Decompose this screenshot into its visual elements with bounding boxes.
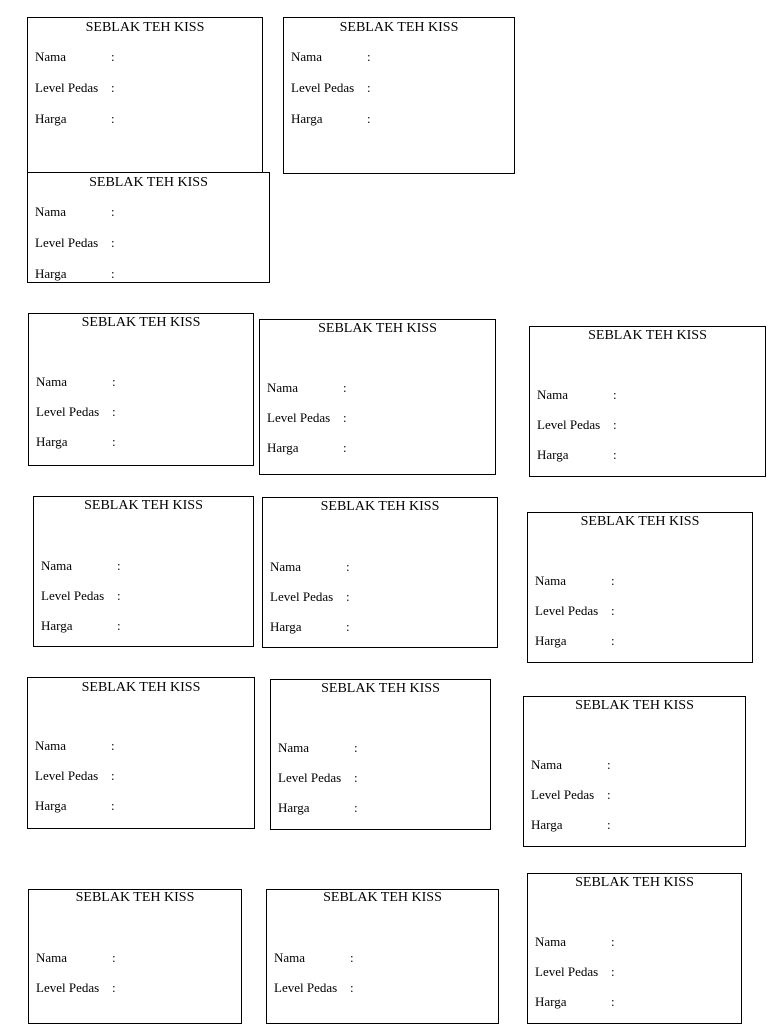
field-nama-label: Nama [535, 934, 567, 949]
label-card [259, 319, 496, 475]
colon-separator: : [111, 49, 115, 64]
field-nama-row [291, 49, 371, 64]
field-harga-row [291, 111, 371, 126]
field-level-pedas-row [36, 980, 116, 995]
colon-separator: : [350, 980, 354, 995]
field-harga-row [36, 434, 116, 449]
field-nama-row [531, 757, 611, 772]
colon-separator: : [354, 770, 358, 785]
field-level-pedas-label: Level Pedas [36, 404, 100, 419]
field-harga-label: Harga [535, 994, 567, 1009]
field-nama-label: Nama [274, 950, 306, 965]
card-title: SEBLAK TEH KISS [320, 499, 440, 514]
label-card [28, 313, 254, 466]
field-level-pedas-label: Level Pedas [41, 588, 105, 603]
colon-separator: : [611, 633, 615, 648]
colon-separator: : [611, 573, 615, 588]
field-harga-label: Harga [278, 800, 310, 815]
field-level-pedas-label: Level Pedas [35, 235, 99, 250]
colon-separator: : [367, 49, 371, 64]
field-level-pedas-row [531, 787, 611, 802]
card-title: SEBLAK TEH KISS [575, 698, 694, 713]
colon-separator: : [346, 619, 350, 634]
label-card [262, 497, 498, 648]
colon-separator: : [611, 934, 615, 949]
field-nama-row [41, 558, 121, 573]
label-card [27, 172, 270, 283]
field-level-pedas-label: Level Pedas [278, 770, 342, 785]
field-nama-row [35, 738, 115, 753]
field-nama-row [35, 204, 115, 219]
field-level-pedas-row [35, 235, 115, 250]
field-nama-row [537, 387, 617, 402]
field-level-pedas-label: Level Pedas [267, 410, 331, 425]
field-level-pedas-label: Level Pedas [291, 80, 355, 95]
field-nama-label: Nama [267, 380, 299, 395]
field-harga-row [270, 619, 350, 634]
label-card [27, 17, 263, 174]
field-level-pedas-label: Level Pedas [535, 603, 599, 618]
field-level-pedas-label: Level Pedas [531, 787, 595, 802]
field-level-pedas-label: Level Pedas [35, 80, 99, 95]
field-nama-row [535, 934, 615, 949]
field-level-pedas-row [274, 980, 354, 995]
colon-separator: : [607, 817, 611, 832]
colon-separator: : [607, 757, 611, 772]
card-title: SEBLAK TEH KISS [580, 514, 700, 529]
label-card [27, 677, 255, 829]
field-nama-label: Nama [41, 558, 73, 573]
colon-separator: : [112, 980, 116, 995]
colon-separator: : [111, 235, 115, 250]
field-level-pedas-row [537, 417, 617, 432]
card-title: SEBLAK TEH KISS [85, 20, 205, 35]
field-nama-label: Nama [36, 374, 68, 389]
field-nama-label: Nama [535, 573, 567, 588]
field-level-pedas-label: Level Pedas [36, 980, 100, 995]
colon-separator: : [111, 80, 115, 95]
card-title: SEBLAK TEH KISS [89, 175, 208, 190]
colon-separator: : [367, 80, 371, 95]
colon-separator: : [112, 950, 116, 965]
colon-separator: : [611, 994, 615, 1009]
card-title: SEBLAK TEH KISS [588, 328, 707, 343]
field-level-pedas-row [36, 404, 116, 419]
card-title: SEBLAK TEH KISS [318, 321, 437, 336]
field-level-pedas-label: Level Pedas [35, 768, 99, 783]
field-nama-label: Nama [35, 738, 67, 753]
field-nama-label: Nama [291, 49, 323, 64]
colon-separator: : [611, 964, 615, 979]
colon-separator: : [613, 387, 617, 402]
field-nama-row [535, 573, 615, 588]
colon-separator: : [350, 950, 354, 965]
colon-separator: : [111, 266, 115, 281]
field-harga-row [535, 633, 615, 648]
colon-separator: : [613, 447, 617, 462]
field-nama-row [267, 380, 347, 395]
field-level-pedas-row [278, 770, 358, 785]
colon-separator: : [117, 588, 121, 603]
field-harga-label: Harga [35, 798, 67, 813]
field-nama-label: Nama [36, 950, 68, 965]
colon-separator: : [354, 800, 358, 815]
field-harga-row [35, 798, 115, 813]
colon-separator: : [611, 603, 615, 618]
card-title: SEBLAK TEH KISS [321, 681, 440, 696]
field-harga-label: Harga [35, 111, 67, 126]
field-level-pedas-row [35, 768, 115, 783]
field-harga-row [267, 440, 347, 455]
colon-separator: : [111, 204, 115, 219]
colon-separator: : [111, 111, 115, 126]
colon-separator: : [613, 417, 617, 432]
card-title: SEBLAK TEH KISS [81, 680, 201, 695]
field-harga-label: Harga [535, 633, 567, 648]
card-title: SEBLAK TEH KISS [575, 875, 694, 890]
field-level-pedas-label: Level Pedas [537, 417, 601, 432]
field-nama-label: Nama [537, 387, 569, 402]
field-level-pedas-label: Level Pedas [270, 589, 334, 604]
field-harga-label: Harga [35, 266, 67, 281]
field-level-pedas-row [270, 589, 350, 604]
label-card [266, 889, 499, 1024]
card-title: SEBLAK TEH KISS [323, 890, 442, 905]
label-card [283, 17, 515, 174]
colon-separator: : [117, 558, 121, 573]
colon-separator: : [346, 589, 350, 604]
label-card [28, 889, 242, 1024]
label-card [527, 512, 753, 663]
colon-separator: : [343, 440, 347, 455]
field-level-pedas-label: Level Pedas [274, 980, 338, 995]
field-harga-row [35, 266, 115, 281]
field-level-pedas-row [267, 410, 347, 425]
field-harga-row [41, 618, 121, 633]
card-title: SEBLAK TEH KISS [75, 890, 195, 905]
colon-separator: : [111, 738, 115, 753]
label-card [523, 696, 746, 847]
field-harga-label: Harga [291, 111, 323, 126]
colon-separator: : [343, 380, 347, 395]
field-nama-row [36, 374, 116, 389]
field-harga-row [531, 817, 611, 832]
colon-separator: : [346, 559, 350, 574]
card-title: SEBLAK TEH KISS [84, 498, 203, 513]
colon-separator: : [354, 740, 358, 755]
card-title: SEBLAK TEH KISS [81, 315, 201, 330]
field-level-pedas-row [35, 80, 115, 95]
colon-separator: : [117, 618, 121, 633]
colon-separator: : [343, 410, 347, 425]
field-nama-label: Nama [278, 740, 310, 755]
field-harga-label: Harga [531, 817, 563, 832]
field-harga-row [537, 447, 617, 462]
colon-separator: : [111, 768, 115, 783]
field-nama-row [274, 950, 354, 965]
field-nama-label: Nama [35, 49, 67, 64]
field-level-pedas-row [535, 603, 615, 618]
field-nama-label: Nama [531, 757, 563, 772]
field-nama-label: Nama [35, 204, 67, 219]
colon-separator: : [607, 787, 611, 802]
field-harga-label: Harga [41, 618, 73, 633]
label-card [527, 873, 742, 1024]
label-card [270, 679, 491, 830]
field-harga-label: Harga [36, 434, 68, 449]
colon-separator: : [111, 798, 115, 813]
field-harga-row [35, 111, 115, 126]
field-harga-label: Harga [537, 447, 569, 462]
field-harga-label: Harga [270, 619, 302, 634]
field-nama-row [35, 49, 115, 64]
field-level-pedas-row [41, 588, 121, 603]
field-harga-label: Harga [267, 440, 299, 455]
label-card [33, 496, 254, 647]
card-title: SEBLAK TEH KISS [339, 20, 459, 35]
colon-separator: : [112, 404, 116, 419]
field-harga-row [278, 800, 358, 815]
colon-separator: : [112, 374, 116, 389]
field-nama-row [270, 559, 350, 574]
field-level-pedas-row [535, 964, 615, 979]
colon-separator: : [112, 434, 116, 449]
field-level-pedas-row [291, 80, 371, 95]
field-nama-row [278, 740, 358, 755]
colon-separator: : [367, 111, 371, 126]
label-card [529, 326, 766, 477]
field-nama-row [36, 950, 116, 965]
field-harga-row [535, 994, 615, 1009]
field-nama-label: Nama [270, 559, 302, 574]
field-level-pedas-label: Level Pedas [535, 964, 599, 979]
